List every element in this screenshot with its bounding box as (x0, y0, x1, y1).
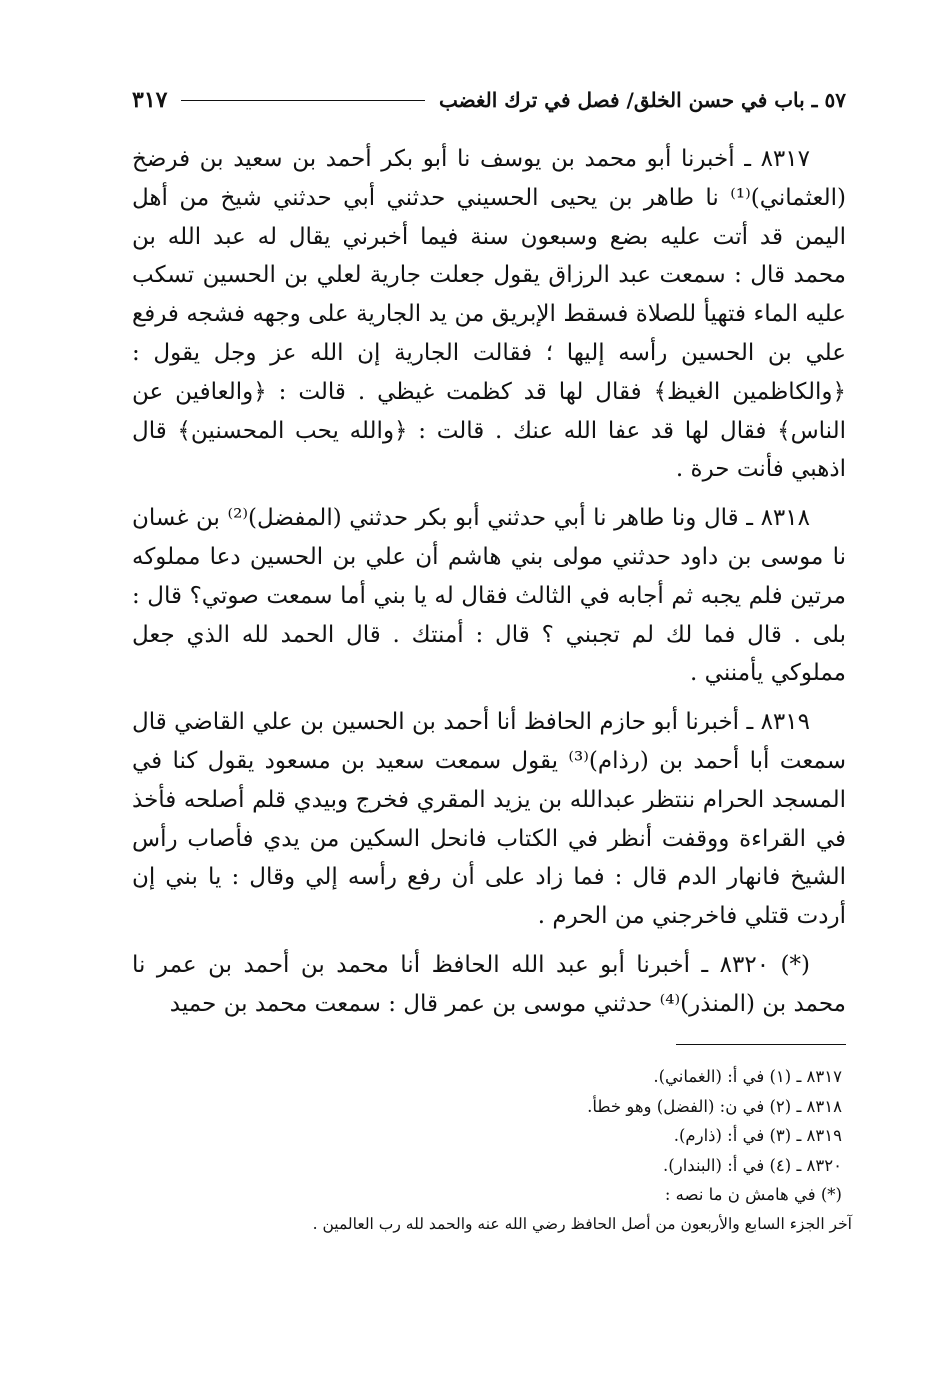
hadith-text: ـ أخبرنا أبو محمد بن يوسف نا أبو بكر أحمد بن سعيد بن فرضخ (العثماني)⁽¹⁾ نا طاهر بن يحيى الحسيني حدثني أبي حدثني شيخ من أهل اليمن قد أتت عليه بضع وسبعون سنة فيما أخبرني يقال له عبد الله بن محمد قال : سمعت عبد الرزاق يقول جعلت جارية لعلي بن الحسين تسكب عليه الماء فتهيأ للصلاة فسقط الإبريق من يد الجارية على وجهه فشجه فرفع علي بن الحسين رأسه إليها ؛ فقالت الجارية إن الله عز وجل يقول : ﴿والكاظمين الغيظ﴾ فقال لها قد كظمت غيظي . قالت : ﴿والعافين عن الناس﴾ فقال لها قد عفا الله عنك . قالت : ﴿والله يحب المحسنين﴾ قال اذهبي فأنت حرة . (132, 146, 846, 483)
footnote-margin-text: آخر الجزء السابع والأربعون من أصل الحافظ رضي الله عنه والحمد لله رب العالمين . (312, 1214, 852, 1233)
hadith-number: ٨٣١٩ (760, 709, 810, 736)
page-number: ٣١٧ (132, 87, 168, 113)
hadith-paragraph-8317 (132, 140, 846, 489)
footnote-margin-note: (*) في هامش ن ما نصه : (664, 1185, 842, 1204)
hadith-number: ٨٣١٨ (760, 505, 810, 532)
hadith-text: ـ أخبرنا أبو حازم الحافظ أنا أحمد بن الحسين بن علي القاضي قال سمعت أبا أحمد بن (رذام)⁽³⁾ يقول سمعت سعيد بن مسعود يقول كنا في المسجد الحرام ننتظر عبدالله بن يزيد المقري فخرج وبيدي قلم أصلحه فأخذ في القراءة ووقفت أنظر في الكتاب فانحل السكين من يدي فأصاب رأس الشيخ فانهار الدم قال : فما زاد على أن رفع رأسه إلي وقال : يا بني إن أردت قتلي فاخرجني من الحرم . (132, 709, 846, 930)
hadith-paragraph-8319 (132, 703, 846, 936)
footnote-3: ٨٣١٩ ـ (٣) في أ: (ذارم). (673, 1126, 842, 1145)
hadith-number: (*) ٨٣٢٠ (719, 951, 810, 978)
hadith-text: ـ أخبرنا أبو عبد الله الحافظ أنا محمد بن أحمد بن عمر نا محمد بن (المنذر)⁽⁴⁾ حدثني موسى بن عمر قال : سمعت محمد بن حميد (132, 951, 846, 1017)
hadith-paragraph-8320 (132, 946, 846, 1024)
footnote-1: ٨٣١٧ ـ (١) في أ: (الغماني). (653, 1067, 842, 1086)
hadith-number: ٨٣١٧ (760, 146, 810, 172)
hadith-text: ـ قال ونا طاهر نا أبي حدثني أبو بكر حدثني (المفضل)⁽²⁾ بن غسان نا موسى بن داود حدثني مولى بني هاشم أن علي بن الحسين دعا مملوكه مرتين فلم يجبه ثم أجابه في الثالث فقال له يا بني أما سمعت صوتي؟ قال : بلى . قال فما لك لم تجبني ؟ قال : أمنتك . قال الحمد لله الذي جعل مملوكي يأمنني . (132, 505, 846, 687)
page-header (132, 80, 846, 120)
footnotes (132, 1062, 852, 1239)
footnote-4: ٨٣٢٠ ـ (٤) في أ: (البندار). (663, 1155, 842, 1175)
header-rule (181, 100, 425, 101)
running-title: ٥٧ ـ باب في حسن الخلق/ فصل في ترك الغضب (439, 88, 846, 112)
hadith-paragraph-8318 (132, 499, 846, 693)
main-text (132, 140, 846, 1034)
footnote-2: ٨٣١٨ ـ (٢) في ن: (الفضل) وهو خطأ. (587, 1096, 842, 1116)
footnote-separator (676, 1044, 846, 1045)
